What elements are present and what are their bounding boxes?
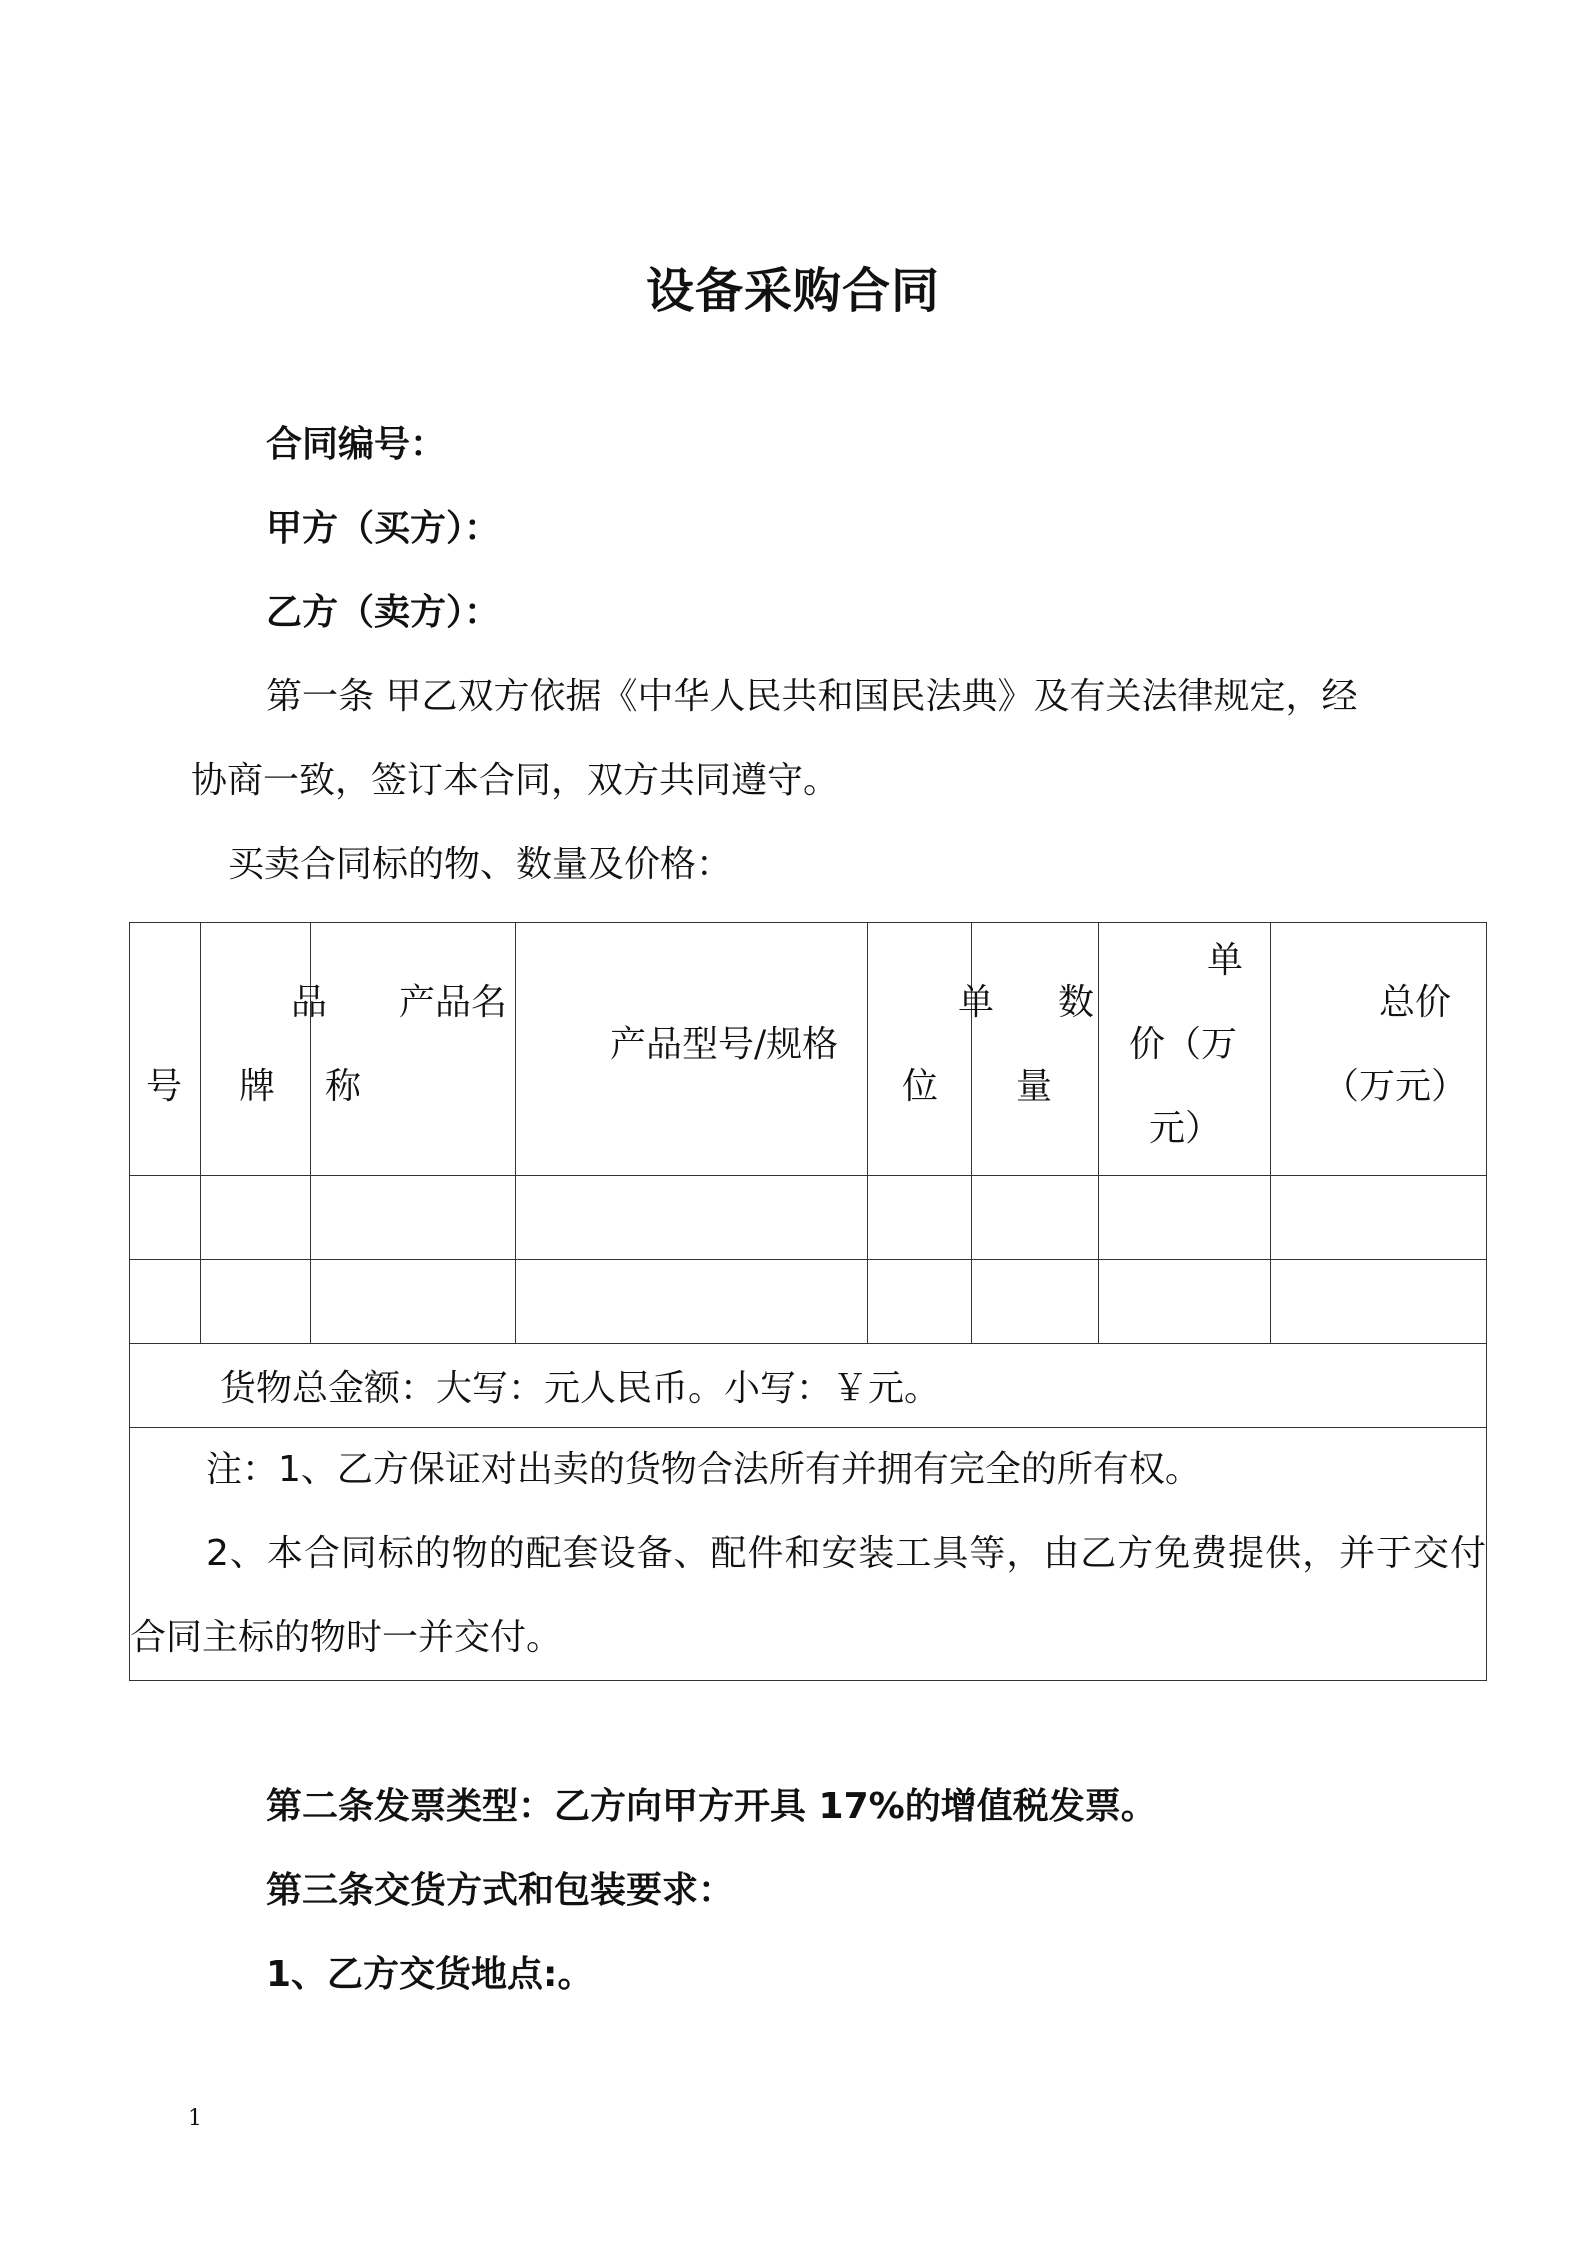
table-cell [201, 1176, 311, 1260]
table-cell [868, 1260, 972, 1344]
header-cell-name [311, 923, 516, 1176]
header-cell-unit [868, 923, 995, 1176]
header-total-line-2: （万元） [1323, 1066, 1468, 1107]
header-cell-total [1271, 923, 1487, 1176]
notes-row [130, 1428, 1487, 1681]
header-qty-top: 数 [1058, 982, 1095, 1023]
header-brand-bottom: 牌 [239, 1066, 276, 1107]
header-price-line-1: 单 [1207, 940, 1244, 981]
total-amount-cell [130, 1344, 1487, 1428]
header-total-line-1: 总价 [1379, 982, 1452, 1023]
page-number: 1 [188, 2106, 202, 2131]
table-cell [130, 1260, 201, 1344]
table-cell [1271, 1260, 1487, 1344]
table-cell [1271, 1176, 1487, 1260]
header-cell-no [130, 923, 201, 1176]
header-no: 号 [146, 1066, 183, 1107]
party-b-label: 乙方（卖方）： [266, 592, 501, 633]
header-cell-qty [972, 923, 1099, 1176]
header-price-line-3: 元） [1149, 1108, 1222, 1149]
total-amount-row [130, 1344, 1487, 1428]
document-title: 设备采购合同 [645, 263, 940, 319]
article-2: 第二条发票类型：乙方向甲方开具 17%的增值税发票。 [266, 1786, 1157, 1827]
header-cell-brand [201, 923, 328, 1176]
table-cell [972, 1176, 1099, 1260]
table-cell [516, 1176, 868, 1260]
header-price-line-2: 价（万 [1129, 1024, 1238, 1065]
header-model: 产品型号/规格 [610, 1024, 839, 1065]
table-cell [311, 1260, 516, 1344]
total-amount-text: 货物总金额：大写：元人民币。小写：￥元。 [220, 1368, 941, 1409]
header-unit-bottom: 位 [902, 1066, 939, 1107]
goods-intro: 买卖合同标的物、数量及价格： [228, 844, 733, 885]
header-name-bottom: 称 [325, 1066, 362, 1107]
header-cell-model [516, 923, 868, 1176]
table-cell [1099, 1260, 1271, 1344]
table-cell [130, 1176, 201, 1260]
table-cell [1099, 1176, 1271, 1260]
note-1: 注：1、乙方保证对出卖的货物合法所有并拥有完全的所有权。 [206, 1449, 1201, 1490]
article-3: 第三条交货方式和包装要求： [266, 1870, 735, 1911]
table-row [130, 1176, 1487, 1260]
delivery-place: 1、乙方交货地点:。 [266, 1954, 594, 1995]
party-a-label: 甲方（买方）： [266, 508, 501, 549]
table-cell [201, 1260, 311, 1344]
table-cell [311, 1176, 516, 1260]
article-1-line-1: 第一条 甲乙双方依据《中华人民共和国民法典》及有关法律规定，经 [266, 676, 1358, 717]
header-name-top: 产品名 [399, 982, 508, 1023]
header-qty-bottom: 量 [1016, 1066, 1053, 1107]
header-brand-top: 品 [291, 982, 328, 1023]
header-cell-unit-price [1099, 923, 1271, 1176]
article-1-line-2: 协商一致，签订本合同，双方共同遵守。 [191, 760, 840, 801]
goods-table [129, 922, 1487, 1681]
table-cell [516, 1260, 868, 1344]
header-unit-top: 单 [958, 982, 995, 1023]
contract-number-label: 合同编号： [266, 424, 447, 465]
table-header-row [130, 923, 1487, 1176]
table-row [130, 1260, 1487, 1344]
note-2: 2、本合同标的物的配套设备、配件和安装工具等，由乙方免费提供，并于交付合同主标的物时一并交付。 [130, 1533, 1486, 1658]
table-cell [868, 1176, 972, 1260]
table-cell [972, 1260, 1099, 1344]
notes-cell [130, 1428, 1487, 1681]
